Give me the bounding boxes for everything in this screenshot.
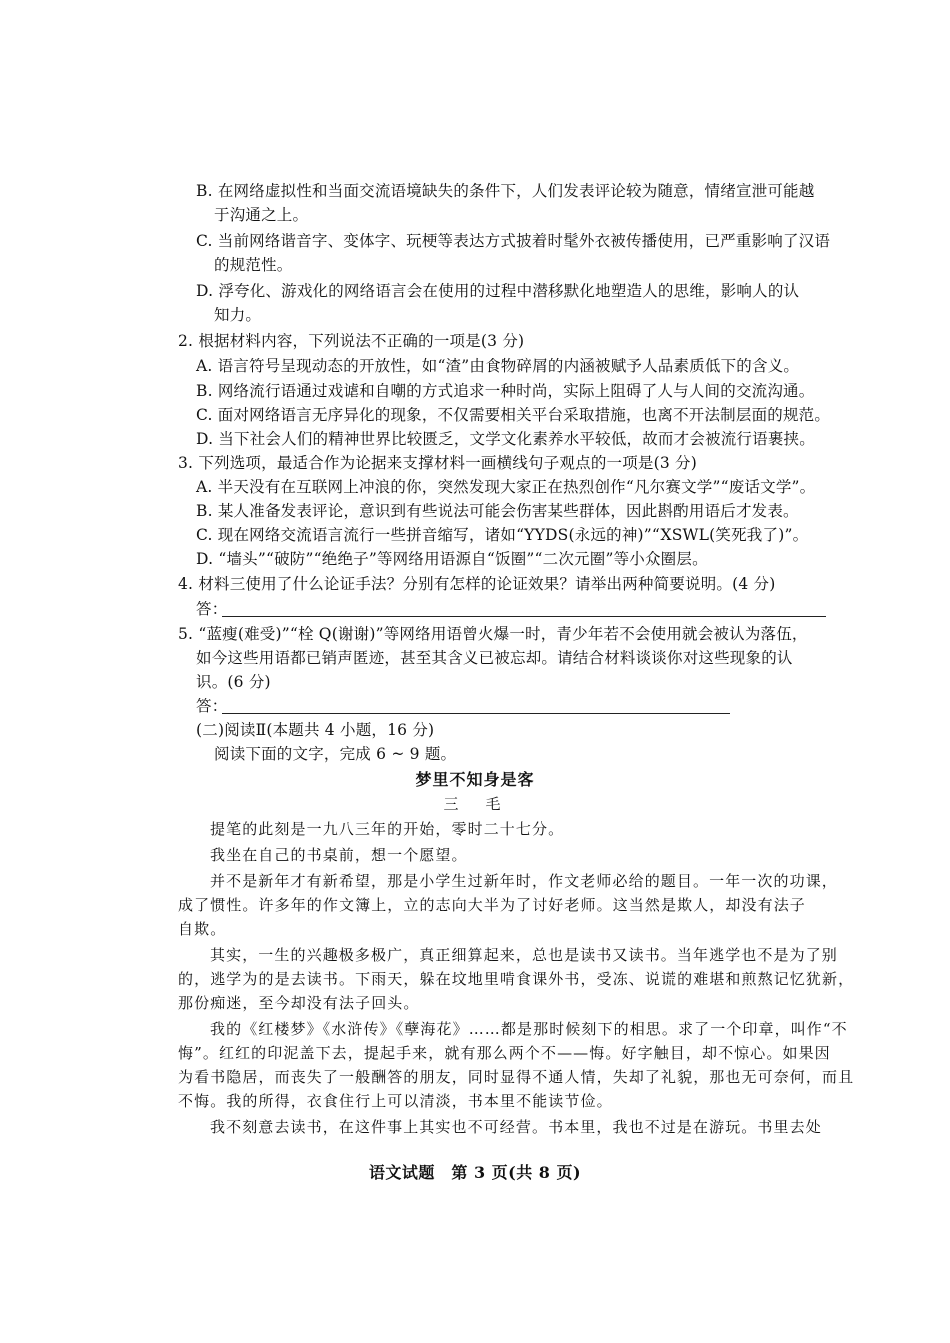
passage-line: 并不是新年才有新希望，那是小学生过新年时，作文老师必给的题目。一年一次的功课， <box>210 872 838 890</box>
q3-option-a: A. 半天没有在互联网上冲浪的你，突然发现大家正在热烈创作“凡尔赛文学”“废话文学”。 <box>196 478 816 496</box>
passage-line: 提笔的此刻是一九八三年的开始，零时二十七分。 <box>210 820 565 838</box>
q1-option-d-line2: 知力。 <box>214 306 262 324</box>
q5-stem-line3: 识。(6 分) <box>196 673 271 691</box>
passage-line: 我不刻意去读书，在这件事上其实也不可经营。书本里，我也不过是在游玩。书里去处 <box>210 1118 822 1136</box>
q3-option-b: B. 某人准备发表评论，意识到有些说法可能会伤害某些群体，因此斟酌用语后才发表。 <box>196 502 799 520</box>
q1-option-b-line2: 于沟通之上。 <box>214 206 309 224</box>
passage-line: 我的《红楼梦》《水浒传》《孽海花》……都是那时候刻下的相思。求了一个印章，叫作“不 <box>210 1020 848 1038</box>
q2-option-a: A. 语言符号呈现动态的开放性，如“渣”由食物碎屑的内涵被赋予人品素质低下的含义。 <box>196 357 800 375</box>
q4-stem: 4. 材料三使用了什么论证手法？分别有怎样的论证效果？请举出两种简要说明。(4 分) <box>178 575 776 593</box>
passage-title: 梦里不知身是客 <box>415 770 535 789</box>
passage-line: 的，逃学为的是去读书。下雨天，躲在坟地里啃食课外书，受冻、说谎的难堪和煎熬记忆犹新， <box>178 970 855 988</box>
section-heading: (二)阅读Ⅱ(本题共 4 小题，16 分) <box>196 721 435 739</box>
q3-option-d: D. “墙头”“破防”“绝绝子”等网络用语源自“饭圈”“二次元圈”等小众圈层。 <box>196 550 708 568</box>
q1-option-c-line2: 的规范性。 <box>214 256 293 274</box>
q5-answer-line[interactable] <box>222 713 730 714</box>
passage-author: 三 毛 <box>443 795 507 813</box>
q1-option-b-line1: B. 在网络虚拟性和当面交流语境缺失的条件下，人们发表评论较为随意，情绪宣泄可能越 <box>196 182 815 200</box>
passage-line: 不悔。我的所得，衣食住行上可以清淡，书本里不能读节俭。 <box>178 1092 613 1110</box>
q4-answer-line[interactable] <box>222 616 826 617</box>
passage-line: 为看书隐居，而丧失了一般酬答的朋友，同时显得不通人情，失却了礼貌，那也无可奈何，而且 <box>178 1068 855 1086</box>
q3-option-c: C. 现在网络交流语言流行一些拼音缩写，诸如“YYDS(永远的神)”“XSWL(笑死我了)”。 <box>196 526 809 544</box>
q5-answer-label: 答： <box>196 697 228 715</box>
passage-line: 悔”。红红的印泥盖下去，提起手来，就有那么两个不——悔。好字触目，却不惊心。如果因 <box>178 1044 831 1062</box>
passage-line: 其实，一生的兴趣极多极广，真正细算起来，总也是读书又读书。当年逃学也不是为了别 <box>210 946 838 964</box>
q1-option-d-line1: D. 浮夸化、游戏化的网络语言会在使用的过程中潜移默化地塑造人的思维，影响人的认 <box>196 282 800 300</box>
q2-stem: 2. 根据材料内容，下列说法不正确的一项是(3 分) <box>178 332 525 350</box>
q5-stem-line2: 如今这些用语都已销声匿迹，甚至其含义已被忘却。请结合材料谈谈你对这些现象的认 <box>196 649 793 667</box>
page-footer: 语文试题 第 3 页(共 8 页) <box>368 1163 582 1182</box>
passage-line: 我坐在自己的书桌前，想一个愿望。 <box>210 846 468 864</box>
passage-line: 自欺。 <box>178 920 227 938</box>
q5-stem-line1: 5. “蓝瘦(难受)”“栓 Q(谢谢)”等网络用语曾火爆一时，青少年若不会使用就会被认为落伍， <box>178 625 808 643</box>
q3-stem: 3. 下列选项，最适合作为论据来支撑材料一画横线句子观点的一项是(3 分) <box>178 454 698 472</box>
q2-option-b: B. 网络流行语通过戏谑和自嘲的方式追求一种时尚，实际上阻碍了人与人间的交流沟通。 <box>196 382 815 400</box>
q2-option-d: D. 当下社会人们的精神世界比较匮乏，文学文化素养水平较低，故而才会被流行语裹挟。 <box>196 430 815 448</box>
q2-option-c: C. 面对网络语言无序异化的现象，不仅需要相关平台采取措施，也离不开法制层面的规范。 <box>196 406 831 424</box>
passage-line: 那份痴迷，至今却没有法子回头。 <box>178 994 420 1012</box>
section-instruction: 阅读下面的文字，完成 6 ~ 9 题。 <box>214 745 457 763</box>
q1-option-c-line1: C. 当前网络谐音字、变体字、玩梗等表达方式披着时髦外衣被传播使用，已严重影响了汉语 <box>196 232 831 250</box>
q4-answer-label: 答： <box>196 600 228 618</box>
passage-line: 成了惯性。许多年的作文簿上，立的志向大半为了讨好老师。这当然是欺人，却没有法子 <box>178 896 806 914</box>
